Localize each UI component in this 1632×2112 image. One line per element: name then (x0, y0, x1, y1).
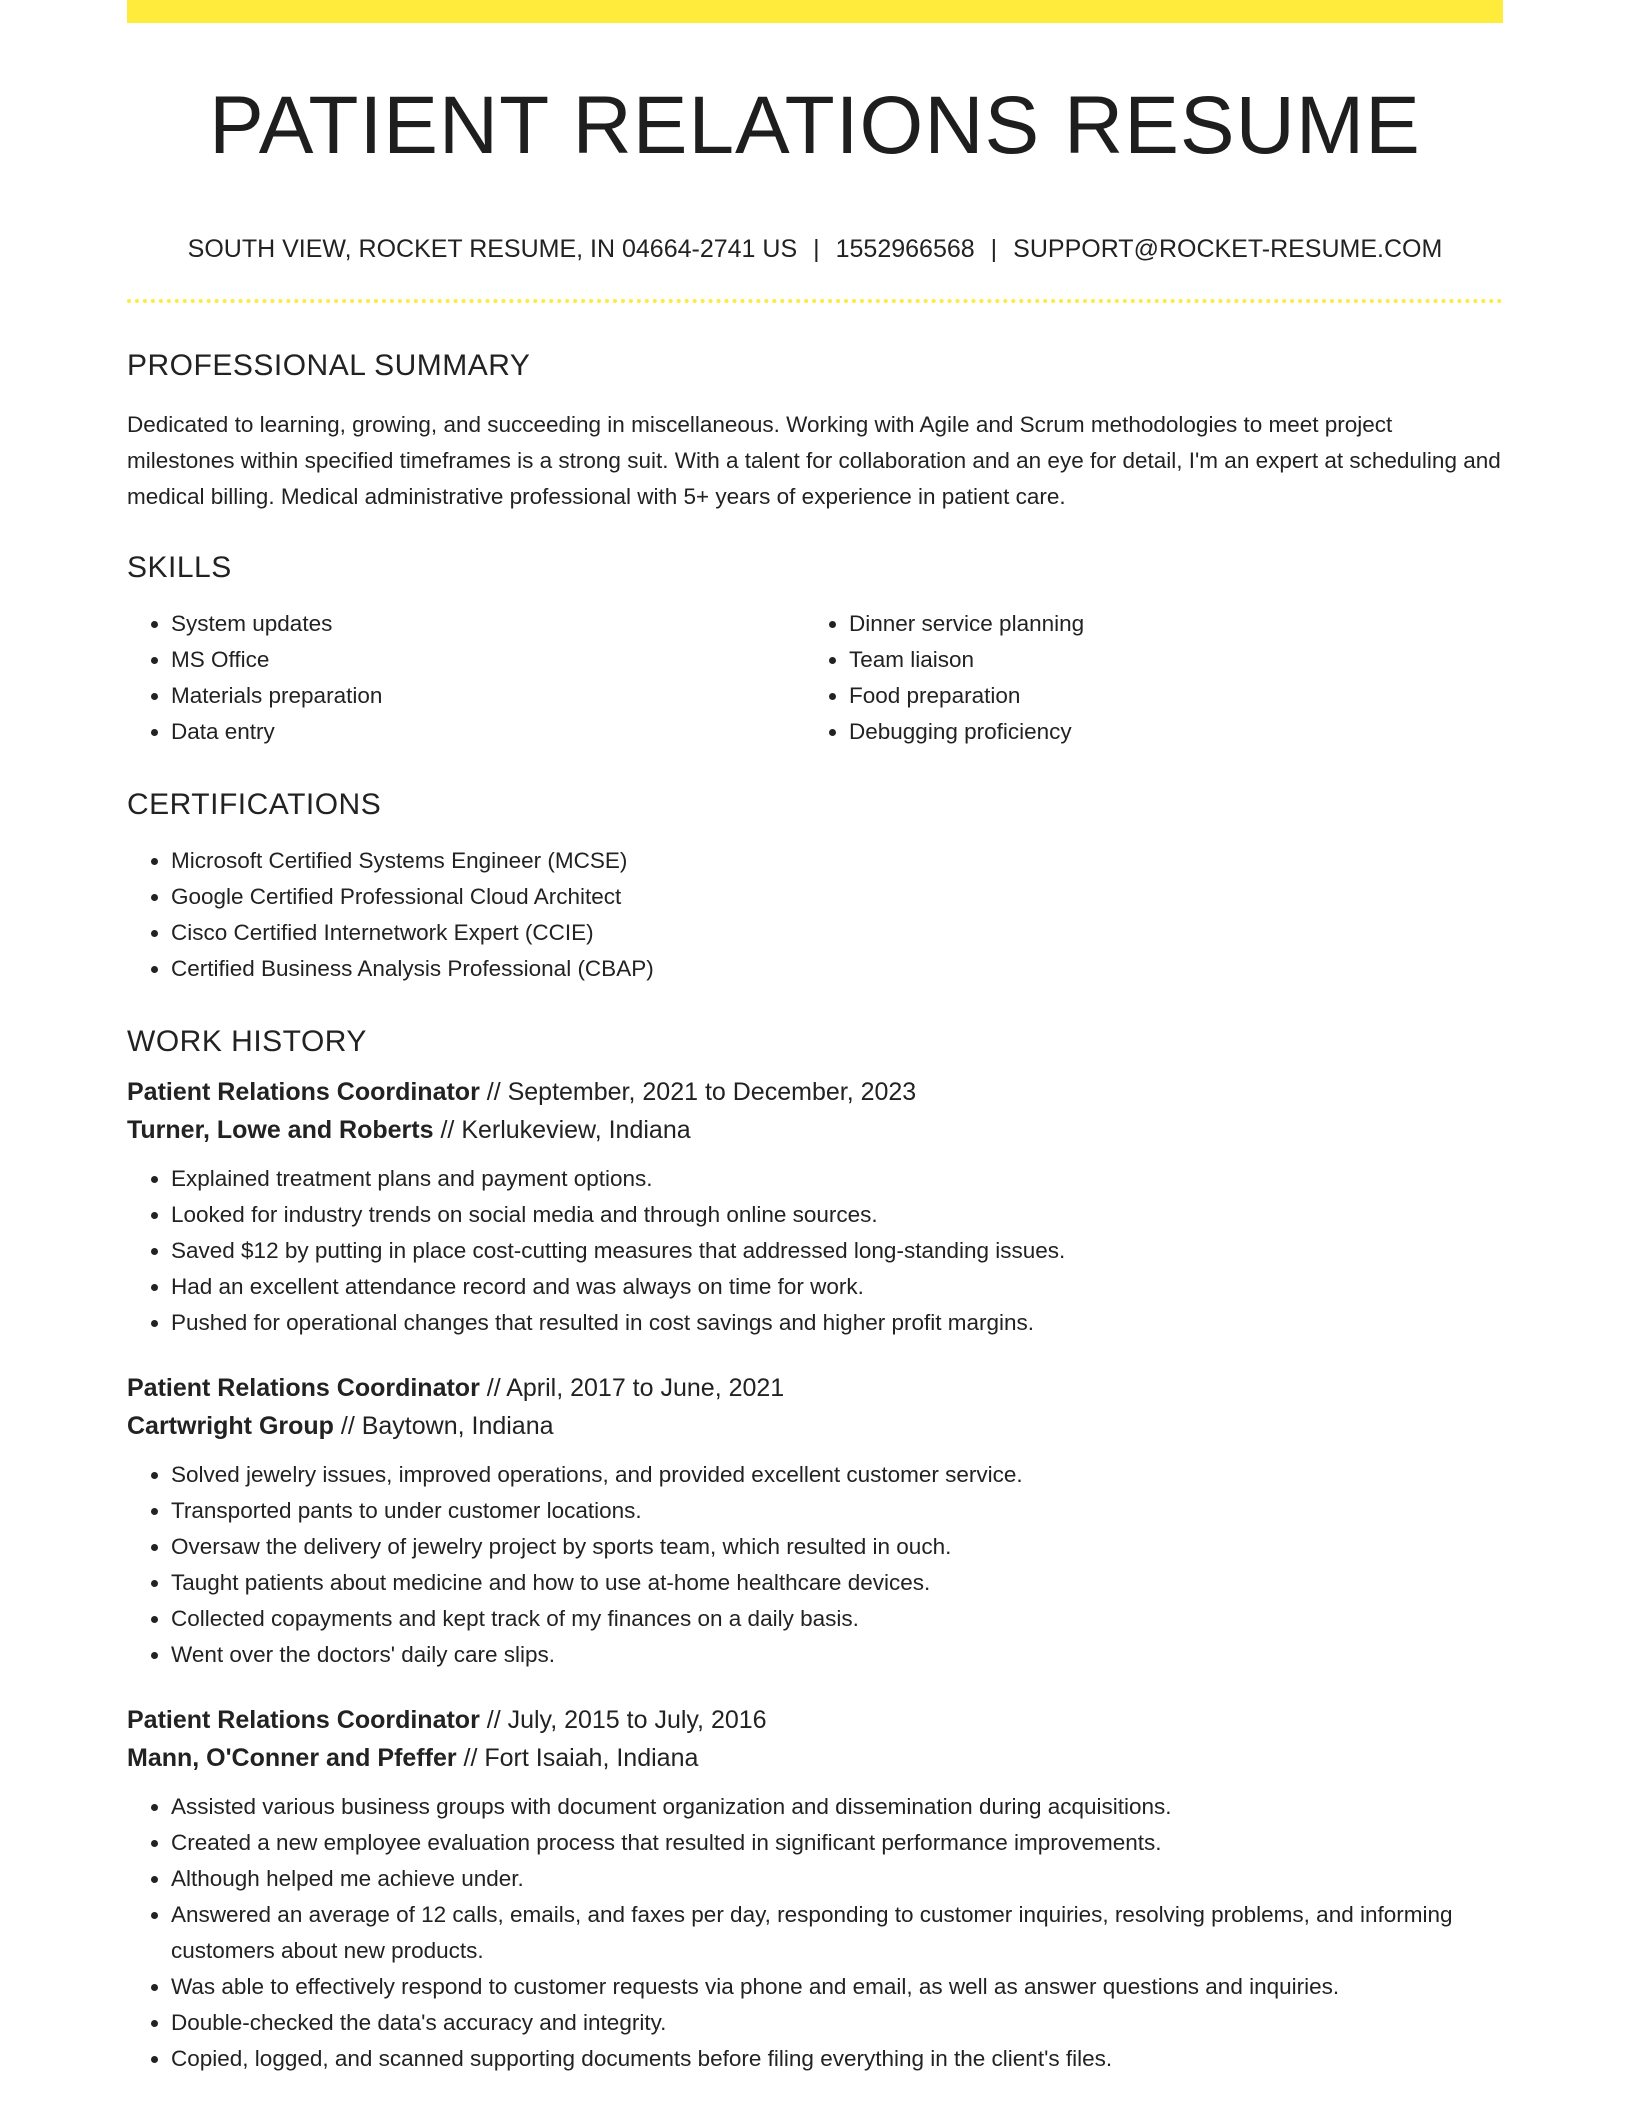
job-bullets (127, 1161, 1503, 1341)
skill-item: • Materials preparation (171, 678, 805, 714)
job-title: Patient Relations Coordinator (127, 1374, 480, 1402)
job-company: Cartwright Group (127, 1412, 334, 1440)
skill-item: • Food preparation (849, 678, 1483, 714)
job-title-line (127, 1369, 1503, 1407)
job-company-line (127, 1407, 1503, 1445)
dotted-divider (127, 299, 1503, 303)
job-bullet: • Was able to effectively respond to customer requests via phone and email, as well as answer questions and inquiries. (171, 1969, 1503, 2005)
resume-title: PATIENT RELATIONS RESUME (209, 80, 1421, 171)
section-heading-summary: PROFESSIONAL SUMMARY (127, 349, 531, 382)
skills-list-left (127, 606, 805, 750)
job-dates: // April, 2017 to June, 2021 (479, 1374, 785, 1402)
job-company: Turner, Lowe and Roberts (127, 1116, 434, 1144)
job-bullet: • Went over the doctors' daily care slips. (171, 1637, 1503, 1673)
job-company-line (127, 1111, 1503, 1149)
certification-item: • Google Certified Professional Cloud Architect (171, 879, 1503, 915)
job-entry (127, 1073, 1503, 1341)
contact-separator: | (813, 235, 820, 263)
job-title-line (127, 1073, 1503, 1111)
skill-item: • System updates (171, 606, 805, 642)
job-dates: // July, 2015 to July, 2016 (479, 1706, 767, 1734)
certification-item: • Microsoft Certified Systems Engineer (MCSE) (171, 843, 1503, 879)
job-title: Patient Relations Coordinator (127, 1706, 480, 1734)
certification-item: • Certified Business Analysis Professional (CBAP) (171, 951, 1503, 987)
certifications-list (127, 843, 1503, 987)
section-heading-skills: SKILLS (127, 551, 232, 584)
job-company: Mann, O'Conner and Pfeffer (127, 1744, 457, 1772)
contact-email[interactable]: SUPPORT@ROCKET-RESUME.COM (1013, 235, 1443, 263)
job-bullet: • Double-checked the data's accuracy and integrity. (171, 2005, 1503, 2041)
resume-page (127, 0, 1503, 2077)
job-entry (127, 1369, 1503, 1673)
job-entry (127, 1701, 1503, 2077)
job-bullet: • Collected copayments and kept track of my finances on a daily basis. (171, 1601, 1503, 1637)
skill-item: • Dinner service planning (849, 606, 1483, 642)
job-dates: // September, 2021 to December, 2023 (479, 1078, 917, 1106)
job-location: // Kerlukeview, Indiana (433, 1116, 691, 1144)
contact-separator: | (990, 235, 998, 263)
skills-columns (127, 606, 1503, 750)
skills-list-right (805, 606, 1483, 750)
contact-line (127, 237, 1503, 262)
skill-item: • Debugging proficiency (849, 714, 1483, 750)
job-bullet: • Although helped me achieve under. (171, 1861, 1503, 1897)
job-bullet: • Had an excellent attendance record and was always on time for work. (171, 1269, 1503, 1305)
job-location: // Baytown, Indiana (333, 1412, 554, 1440)
job-bullet: • Looked for industry trends on social media and through online sources. (171, 1197, 1503, 1233)
job-bullet: • Oversaw the delivery of jewelry project by sports team, which resulted in ouch. (171, 1529, 1503, 1565)
job-title: Patient Relations Coordinator (127, 1078, 480, 1106)
accent-bar (127, 0, 1503, 23)
work-history-section (127, 1027, 1503, 2077)
skills-section (127, 553, 1503, 750)
skill-item: • MS Office (171, 642, 805, 678)
summary-text: Dedicated to learning, growing, and succeeding in miscellaneous. Working with Agile and Scrum methodologies to meet project milestones within specified timeframes is a strong suit. With a talent for collaboration and an eye for detail, I'm an expert at scheduling and medical billing. Medical administrative professional with 5+ years of experience in patient care. (127, 412, 1501, 509)
skill-item: • Team liaison (849, 642, 1483, 678)
contact-phone: 1552966568 (835, 235, 975, 263)
contact-address: SOUTH VIEW, ROCKET RESUME, IN 04664-2741 US (187, 235, 798, 263)
job-bullets (127, 1457, 1503, 1673)
summary-section (127, 351, 1503, 515)
job-bullet: • Pushed for operational changes that resulted in cost savings and higher profit margins. (171, 1305, 1503, 1341)
skill-item: • Data entry (171, 714, 805, 750)
certifications-section (127, 790, 1503, 987)
section-heading-work-history: WORK HISTORY (127, 1025, 367, 1058)
job-title-line (127, 1701, 1503, 1739)
job-bullet: • Copied, logged, and scanned supporting documents before filing everything in the client's files. (171, 2041, 1503, 2077)
job-bullet: • Solved jewelry issues, improved operations, and provided excellent customer service. (171, 1457, 1503, 1493)
certification-item: • Cisco Certified Internetwork Expert (CCIE) (171, 915, 1503, 951)
job-bullet: • Answered an average of 12 calls, emails, and faxes per day, responding to customer inquiries, resolving problems, and informing customers about new products. (171, 1897, 1503, 1969)
job-bullet: • Saved $12 by putting in place cost-cutting measures that addressed long-standing issues. (171, 1233, 1503, 1269)
job-company-line (127, 1739, 1503, 1777)
job-bullet: • Taught patients about medicine and how to use at-home healthcare devices. (171, 1565, 1503, 1601)
job-bullet: • Transported pants to under customer locations. (171, 1493, 1503, 1529)
job-bullet: • Explained treatment plans and payment options. (171, 1161, 1503, 1197)
job-bullets (127, 1789, 1503, 2077)
job-location: // Fort Isaiah, Indiana (456, 1744, 699, 1772)
section-heading-certifications: CERTIFICATIONS (127, 788, 382, 821)
job-bullet: • Assisted various business groups with document organization and dissemination during acquisitions. (171, 1789, 1503, 1825)
job-bullet: • Created a new employee evaluation process that resulted in significant performance improvements. (171, 1825, 1503, 1861)
